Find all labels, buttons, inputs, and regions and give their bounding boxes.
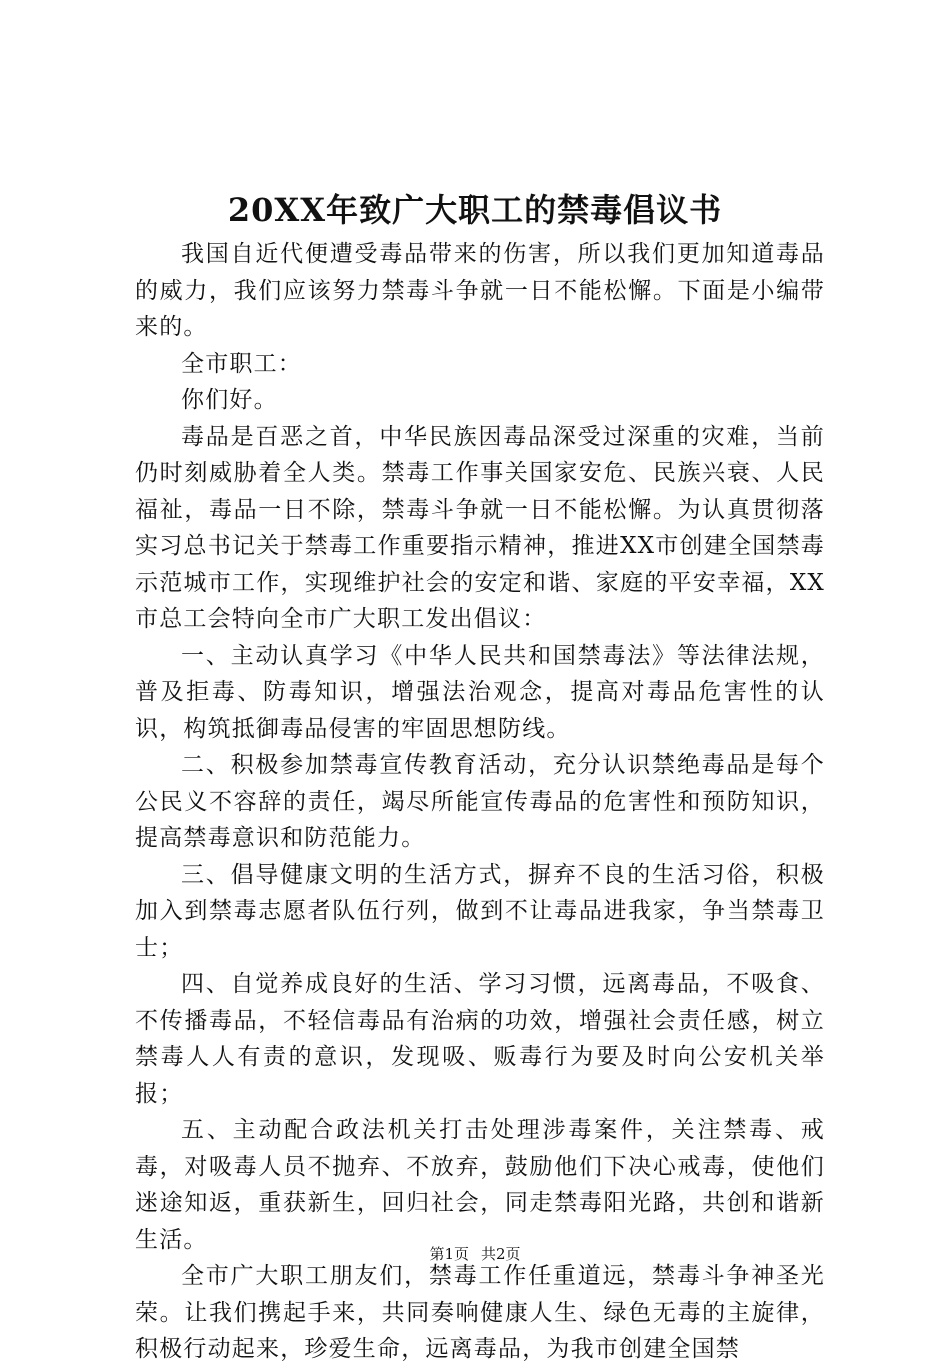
- paragraph-intro: 我国自近代便遭受毒品带来的伤害，所以我们更加知道毒品的威力，我们应该努力禁毒斗争就一日不能松懈。下面是小编带来的。: [135, 241, 825, 340]
- paragraph-item-2: 二、积极参加禁毒宣传教育活动，充分认识禁绝毒品是每个公民义不容辞的责任，竭尽所能宣传毒品的危害性和预防知识，提高禁毒意识和防范能力。: [135, 752, 825, 851]
- document-title: 20XX年致广大职工的禁毒倡议书: [227, 191, 723, 229]
- paragraph-item-5: 五、主动配合政法机关打击处理涉毒案件，关注禁毒、戒毒，对吸毒人员不抛弃、不放弃，鼓励他们下决心戒毒，使他们迷途知返，重获新生，回归社会，同走禁毒阳光路，共创和谐新生活。: [135, 1117, 825, 1253]
- page-total: 共2页: [481, 1245, 521, 1263]
- paragraph-closing: 全市广大职工朋友们，禁毒工作任重道远，禁毒斗争神圣光荣。让我们携起手来，共同奏响健康人生、绿色无毒的主旋律，积极行动起来，珍爱生命，远离毒品，为我市创建全国禁: [135, 1263, 825, 1362]
- paragraph-item-3: 三、倡导健康文明的生活方式，摒弃不良的生活习俗，积极加入到禁毒志愿者队伍行列，做到不让毒品进我家，争当禁毒卫士；: [135, 861, 825, 961]
- paragraph-salutation: 全市职工：: [181, 350, 302, 377]
- page-footer: [0, 1244, 950, 1264]
- paragraph-item-4: 四、自觉养成良好的生活、学习习惯，远离毒品，不吸食、不传播毒品，不轻信毒品有治病的功效，增强社会责任感，树立禁毒人人有责的意识，发现吸、贩毒行为要及时向公安机关举报；: [135, 971, 825, 1107]
- paragraph-background: 毒品是百恶之首，中华民族因毒品深受过深重的灾难，当前仍时刻威胁着全人类。禁毒工作事关国家安危、民族兴衰、人民福祉，毒品一日不除，禁毒斗争就一日不能松懈。为认真贯彻落实习总书记关于禁毒工作重要指示精神，推进XX市创建全国禁毒示范城市工作，实现维护社会的安定和谐、家庭的平安幸福，XX市总工会特向全市广大职工发出倡议：: [135, 423, 825, 632]
- paragraph-item-1: 一、主动认真学习《中华人民共和国禁毒法》等法律法规，普及拒毒、防毒知识，增强法治观念，提高对毒品危害性的认识，构筑抵御毒品侵害的牢固思想防线。: [135, 642, 825, 742]
- paragraph-greeting: 你们好。: [181, 387, 278, 413]
- page-number: 第1页: [429, 1245, 469, 1263]
- document-body: [135, 236, 825, 1368]
